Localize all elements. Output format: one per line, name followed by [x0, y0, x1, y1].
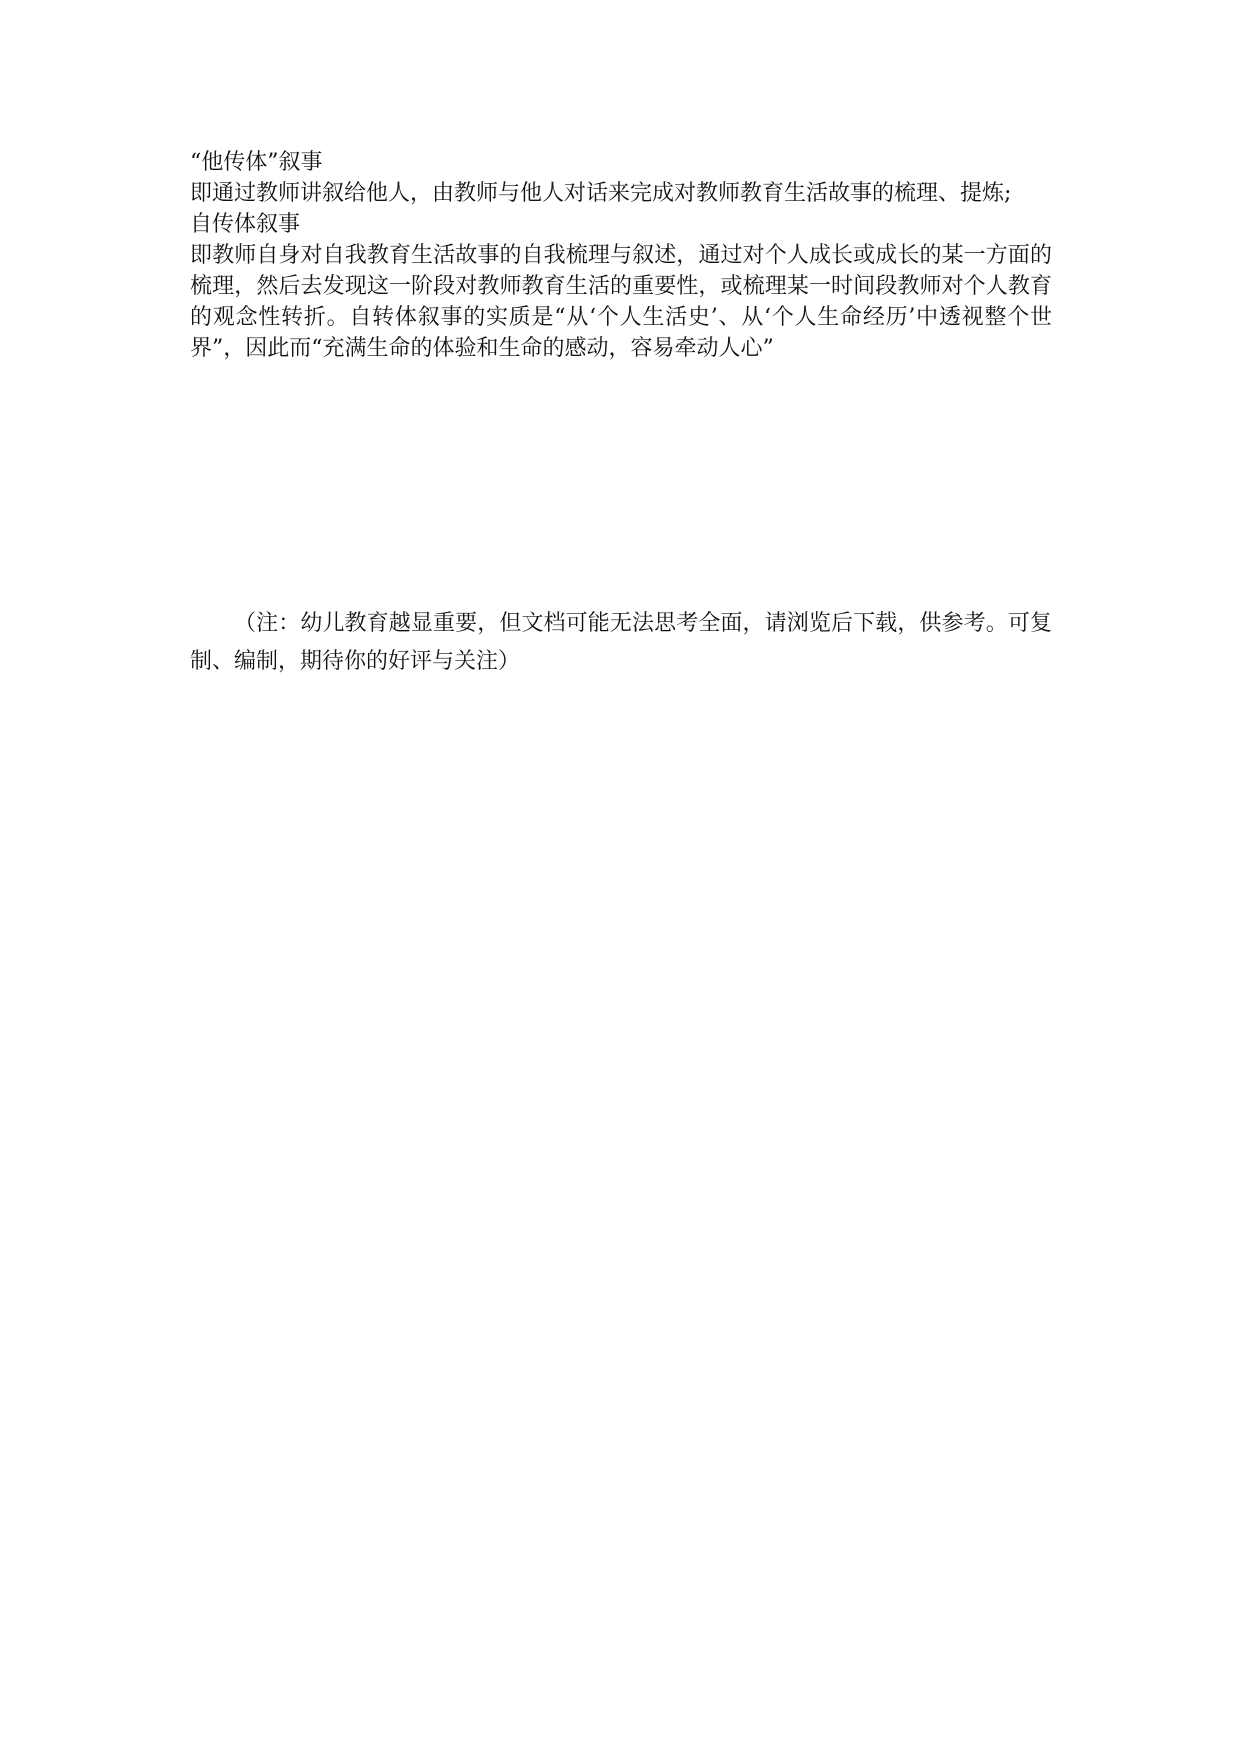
section-heading: 自传体叙事	[190, 212, 301, 237]
section-paragraph: 即教师自身对自我教育生活故事的自我梳理与叙述，通过对个人成长或成长的某一方面的梳理，然后去发现这一阶段对教师教育生活的重要性，或梳理某一时间段教师对个人教育的观念性转折。自转体叙事的实质是“从‘个人生活史’、从‘个人生命经历’中透视整个世界”，因此而“充满生命的体验和生命的感动，容易牵动人心”	[190, 243, 1052, 361]
note-text: （注：幼儿教育越显重要，但文档可能无法思考全面，请浏览后下载，供参考。可复制、编制，期待你的好评与关注）	[190, 611, 1052, 674]
document-body	[190, 147, 1052, 364]
section-paragraph: 即通过教师讲叙给他人，由教师与他人对话来完成对教师教育生活故事的梳理、提炼;	[190, 181, 1012, 206]
section-heading: “他传体”叙事	[190, 150, 323, 175]
document-note	[190, 605, 1052, 681]
